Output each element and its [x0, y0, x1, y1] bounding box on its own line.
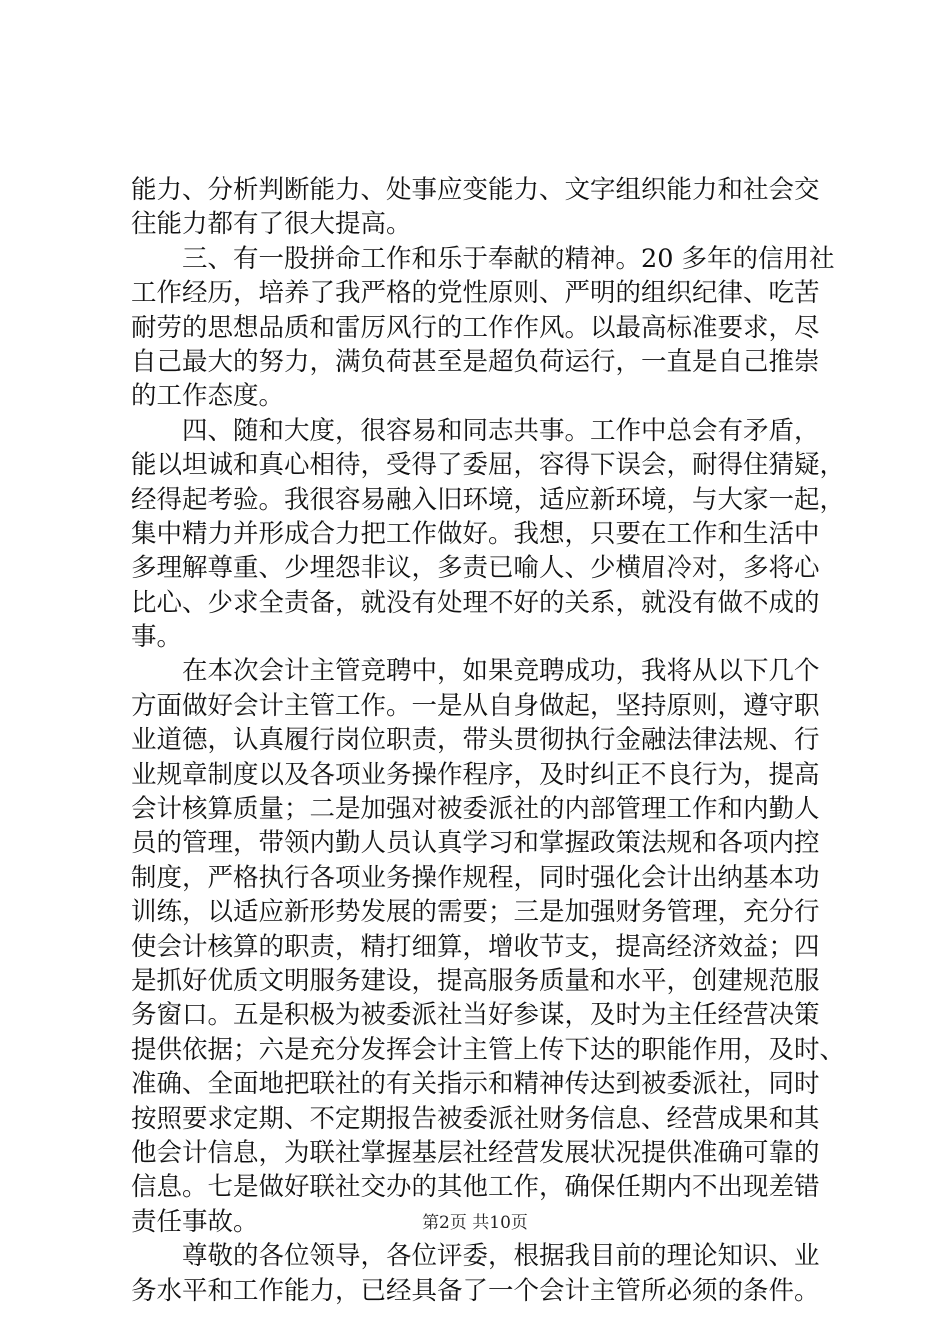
text-line: 四、随和大度，很容易和同志共事。工作中总会有矛盾，: [182, 415, 820, 446]
text-line: 是抓好优质文明服务建设，提高服务质量和水平，创建规范服: [131, 965, 820, 996]
text-line: 在本次会计主管竞聘中，如果竞聘成功，我将从以下几个: [182, 656, 820, 687]
text-line: 业规章制度以及各项业务操作程序，及时纠正不良行为，提高: [131, 759, 820, 790]
text-line: 尊敬的各位领导，各位评委，根据我目前的理论知识、业: [182, 1241, 820, 1272]
text-line: 制度，严格执行各项业务操作规程，同时强化会计出纳基本功: [131, 862, 820, 893]
text-line: 会计核算质量；二是加强对被委派社的内部管理工作和内勤人: [131, 794, 820, 825]
text-line: 三、有一股拼命工作和乐于奉献的精神。20 多年的信用社: [182, 243, 835, 274]
text-line: 集中精力并形成合力把工作做好。我想，只要在工作和生活中: [131, 518, 820, 549]
text-line: 工作经历，培养了我严格的党性原则、严明的组织纪律、吃苦: [131, 278, 820, 309]
text-line: 责任事故。: [131, 1206, 259, 1237]
text-line: 务窗口。五是积极为被委派社当好参谋，及时为主任经营决策: [131, 1000, 820, 1031]
text-line: 事。: [131, 622, 183, 653]
text-line: 的工作态度。: [131, 381, 285, 412]
text-line: 能以坦诚和真心相待，受得了委屈，容得下误会，耐得住猜疑，: [131, 450, 846, 481]
document-body: [131, 173, 846, 1308]
text-line: 信息。七是做好联社交办的其他工作，确保任期内不出现差错: [131, 1172, 820, 1203]
text-line: 经得起考验。我很容易融入旧环境，适应新环境，与大家一起，: [131, 484, 846, 515]
text-line: 按照要求定期、不定期报告被委派社财务信息、经营成果和其: [131, 1103, 820, 1134]
text-line: 训练，以适应新形势发展的需要；三是加强财务管理，充分行: [131, 897, 820, 928]
text-line: 他会计信息，为联社掌握基层社经营发展状况提供准确可靠的: [131, 1137, 820, 1168]
text-line: 耐劳的思想品质和雷厉风行的工作作风。以最高标准要求，尽: [131, 312, 820, 343]
text-line: 自己最大的努力，满负荷甚至是超负荷运行，一直是自己推崇: [131, 346, 820, 377]
text-line: 提供依据；六是充分发挥会计主管上传下达的职能作用，及时、: [131, 1034, 846, 1065]
text-line: 方面做好会计主管工作。一是从自身做起，坚持原则，遵守职: [131, 690, 820, 721]
text-line: 准确、全面地把联社的有关指示和精神传达到被委派社，同时: [131, 1069, 820, 1100]
text-line: 多理解尊重、少埋怨非议，多责已喻人、少横眉冷对，多将心: [131, 553, 820, 584]
text-line: 员的管理，带领内勤人员认真学习和掌握政策法规和各项内控: [131, 828, 820, 859]
page-footer: 第2页 共10页: [422, 1213, 528, 1233]
text-line: 使会计核算的职责，精打细算，增收节支，提高经济效益；四: [131, 931, 820, 962]
text-line: 往能力都有了很大提高。: [131, 209, 412, 240]
text-line: 务水平和工作能力，已经具备了一个会计主管所必须的条件。: [131, 1275, 820, 1306]
text-line: 比心、少求全责备，就没有处理不好的关系，就没有做不成的: [131, 587, 820, 618]
text-line: 能力、分析判断能力、处事应变能力、文字组织能力和社会交: [131, 175, 820, 205]
text-line: 业道德，认真履行岗位职责，带头贯彻执行金融法律法规、行: [131, 725, 820, 756]
